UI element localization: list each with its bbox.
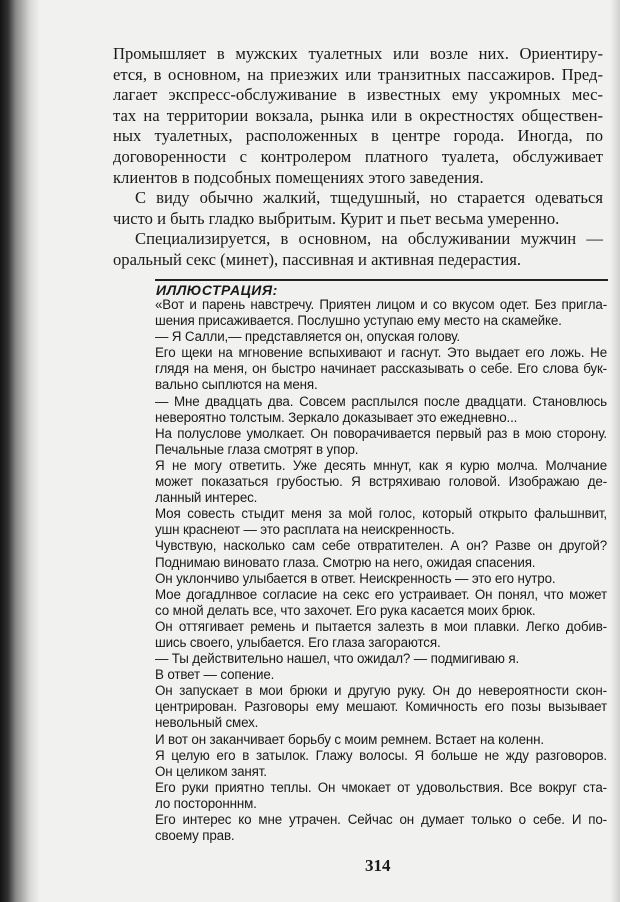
- text-line: может показаться грубостью. Я встряхиваю головой. Изображаю де-: [155, 474, 607, 490]
- text-line: И вот он заканчивает борьбу с моим ремнем. Встает на коленн.: [155, 731, 544, 747]
- text-line: тах на территории вокзала, рынка или в окрестностях обществен-: [113, 105, 603, 125]
- text-line: своему прав.: [155, 828, 235, 844]
- text-line: договоренности с контролером платного туалета, обслуживает: [113, 146, 603, 166]
- illustration-paragraph: [155, 619, 607, 651]
- section-divider: [155, 279, 608, 281]
- text-line: шения присаживается. Послушно уступаю ему место на скамейке.: [155, 313, 562, 329]
- text-line: — Ты действительно нашел, что ожидал? — подмигиваю я.: [155, 651, 520, 667]
- text-line: центрирован. Разговоры ему мешают. Комичность его позы вызывает: [155, 699, 607, 715]
- text-line: Он оттягивает ремень и пытается залезть в мои плавки. Легко добив-: [155, 618, 607, 634]
- paragraph: [113, 44, 603, 188]
- text-line: ло посторонннм.: [155, 795, 257, 811]
- text-line: лагает экспресс-обслуживание в известных ему укромных мес-: [113, 85, 603, 105]
- illustration-paragraph: [155, 587, 607, 619]
- text-line: Промышляет в мужских туалетных или возле них. Ориентиру-: [113, 44, 603, 63]
- illustration-heading: ИЛЛЮСТРАЦИЯ:: [156, 282, 278, 298]
- text-line: оральный секс (минет), пассивная и активная педерастия.: [113, 249, 522, 269]
- text-line: шись своего, улыбается. Его глаза загораются.: [155, 634, 441, 650]
- text-line: В ответ — сопение.: [155, 667, 275, 683]
- illustration-paragraph: [155, 329, 607, 345]
- illustration-paragraph: [155, 732, 607, 748]
- text-line: глядя на меня, он быстро начинает рассказывать о себе. Его слова бук-: [155, 361, 607, 377]
- text-line: вально сыплются на меня.: [155, 377, 318, 393]
- page-number: 314: [365, 856, 391, 875]
- text-line: Он целиком занят.: [155, 763, 267, 779]
- illustration-paragraph: [155, 571, 607, 587]
- text-line: «Вот и парень навстречу. Приятен лицом и со вкусом одет. Без пригла-: [155, 297, 607, 312]
- illustration-paragraph: [155, 345, 607, 393]
- text-line: Моя совесть стыдит меня за мой голос, который открыто фальшнвит,: [155, 506, 607, 522]
- text-line: Я не могу ответить. Уже десять мннут, как я курю молча. Молчание: [155, 457, 607, 473]
- text-line: Поднимаю виновато глаза. Смотрю на него, ожидая спасения.: [155, 554, 536, 570]
- text-line: — Мне двадцать два. Совсем расплылся после двадцати. Становлюсь: [155, 393, 607, 409]
- text-line: С виду обычно жалкий, тщедушный, но старается одеваться: [135, 188, 603, 208]
- text-line: ланный интерес.: [155, 490, 258, 506]
- text-line: ных туалетных, расположенных в центре города. Иногда, по: [113, 126, 603, 146]
- text-line: Его руки приятно теплы. Он чмокает от удовольствия. Все вокруг ста-: [155, 779, 607, 795]
- text-line: Я целую его в затылок. Глажу волосы. Я больше не жду разговоров.: [155, 747, 607, 763]
- text-line: ушн краснеют — это расплата на неискренность.: [155, 522, 455, 538]
- text-line: невольный смех.: [155, 715, 259, 731]
- page-edge-shadow: [610, 0, 620, 902]
- illustration-paragraph: [155, 651, 607, 667]
- illustration-paragraph: [155, 538, 607, 570]
- text-line: невероятно толстым. Зеркало доказывает это ежедневно...: [155, 409, 518, 425]
- text-line: Он уклончиво улыбается в ответ. Неискренность — это его нутро.: [155, 570, 556, 586]
- text-line: На полуслове умолкает. Он поворачивается первый раз в мою сторону.: [155, 425, 607, 441]
- text-line: Он запускает в мои брюки и другую руку. Он до невероятности скон-: [155, 683, 607, 699]
- text-line: Печальные глаза смотрят в упор.: [155, 441, 359, 457]
- illustration-paragraph: [155, 394, 607, 426]
- main-text: [113, 44, 603, 271]
- text-line: Его интерес ко мне утрачен. Сейчас он думает только о себе. И по-: [155, 812, 607, 827]
- text-line: Специализируется, в основном, на обслуживании мужчин —: [135, 229, 603, 249]
- illustration-paragraph: [155, 426, 607, 458]
- text-line: со мной делать все, что захочет. Его рука касается моих брюк.: [155, 602, 536, 618]
- text-line: — Я Салли,— представляется он, опуская голову.: [155, 329, 460, 345]
- text-line: Мое догадлнвое согласие на секс его устраивает. Он понял, что может: [155, 586, 607, 602]
- text-line: чисто и быть гладко выбритым. Курит и пьет весьма умеренно.: [113, 208, 560, 228]
- text-line: Чувствую, насколько сам себе отвратителен. А он? Разве он другой?: [155, 538, 607, 554]
- illustration-paragraph: [155, 812, 607, 844]
- illustration-paragraph: [155, 506, 607, 538]
- book-spine-shadow: [0, 0, 40, 902]
- text-line: клиентов в подсобных помещениях этого заведения.: [113, 167, 484, 187]
- illustration-paragraph: [155, 748, 607, 780]
- paragraph: [113, 188, 603, 229]
- text-line: Его щеки на мгновение вспыхивают и гаснут. Это выдает его ложь. Не: [155, 345, 607, 361]
- paragraph: [113, 229, 603, 270]
- illustration-paragraph: [155, 667, 607, 683]
- illustration-paragraph: [155, 683, 607, 731]
- illustration-paragraph: [155, 297, 607, 329]
- text-line: ется, в основном, на приезжих или транзитных пассажиров. Пред-: [113, 64, 603, 84]
- illustration-paragraph: [155, 780, 607, 812]
- illustration-paragraph: [155, 458, 607, 506]
